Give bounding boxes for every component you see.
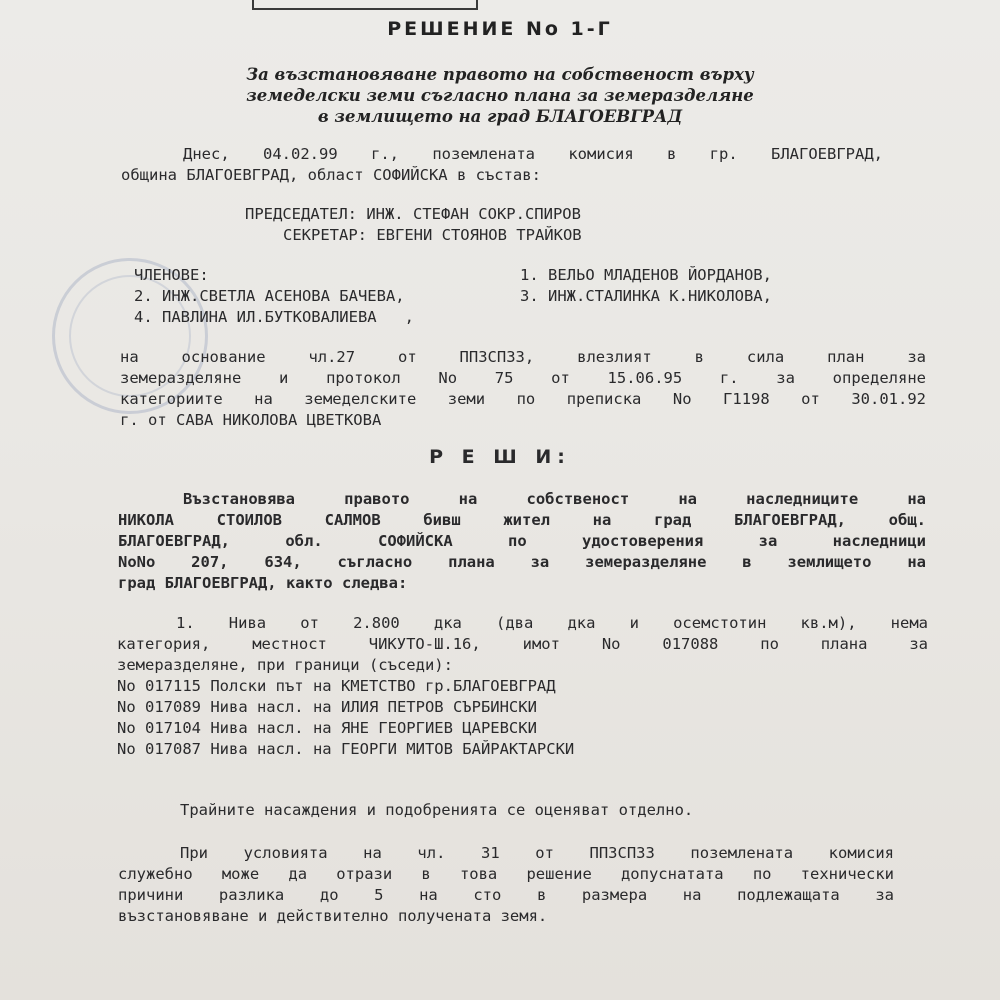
decision-line: град БЛАГОЕВГРАД, както следва: [118, 574, 408, 592]
basis-line: на основание чл.27 от ППЗСПЗЗ, влезлият в сила план за [120, 348, 926, 366]
decision-subtitle [150, 64, 850, 127]
item-line: земеразделяне, при граници (съседи): [117, 656, 453, 674]
member-item: 2. ИНЖ.СВЕТЛА АСЕНОВА БАЧЕВА, [134, 287, 405, 305]
decision-line: Възстановява правото на собственост на наследниците на [183, 490, 926, 508]
decision-line: НИКОЛА СТОИЛОВ САЛМОВ бивш жител на град БЛАГОЕВГРАД, общ. [118, 511, 926, 529]
neighbor-row: No 017104 Нива насл. на ЯНЕ ГЕОРГИЕВ ЦАРЕВСКИ [117, 719, 537, 737]
subtitle-line: в землището на град БЛАГОЕВГРАД [317, 107, 683, 126]
intro-line: Днес, 04.02.99 г., поземлената комисия в гр. БЛАГОЕВГРАД, [183, 145, 883, 163]
basis-line: г. от САВА НИКОЛОВА ЦВЕТКОВА [120, 411, 382, 429]
stamp-box-frame [252, 0, 478, 10]
subtitle-line: земеделски земи съгласно плана за земеразделяне [246, 86, 754, 105]
basis-line: категориите на земеделските земи по преписка No Г1198 от 30.01.92 [120, 390, 926, 408]
decides-heading: Р Е Ш И: [429, 446, 571, 468]
decision-title: РЕШЕНИЕ No 1-Г [387, 18, 613, 40]
conditions-line: служебно може да отрази в това решение допуснатата по технически [118, 865, 894, 883]
decision-line: NoNo 207, 634, съгласно плана за земеразделяне в землището на [118, 553, 926, 571]
member-item: 3. ИНЖ.СТАЛИНКА К.НИКОЛОВА, [520, 287, 772, 305]
plantings-note: Трайните насаждения и подобренията се оценяват отделно. [180, 801, 694, 819]
subtitle-line: За възстановяване правото на собственост върху [246, 65, 754, 84]
neighbor-row: No 017115 Полски път на КМЕТСТВО гр.БЛАГОЕВГРАД [117, 677, 556, 695]
neighbor-row: No 017089 Нива насл. на ИЛИЯ ПЕТРОВ СЪРБИНСКИ [117, 698, 537, 716]
conditions-line: При условията на чл. 31 от ППЗСПЗЗ поземлената комисия [180, 844, 894, 862]
basis-line: земеразделяне и протокол No 75 от 15.06.95 г. за определяне [120, 369, 926, 387]
members-label: ЧЛЕНОВЕ: [134, 266, 209, 284]
conditions-line: причини разлика до 5 на сто в размера на подлежащата за [118, 886, 894, 904]
intro-line: община БЛАГОЕВГРАД, област СОФИЙСКА в състав: [121, 166, 541, 184]
secretary: СЕКРЕТАР: ЕВГЕНИ СТОЯНОВ ТРАЙКОВ [283, 226, 582, 244]
decision-line: БЛАГОЕВГРАД, обл. СОФИЙСКА по удостоверения за наследници [118, 532, 926, 550]
member-item: 1. ВЕЛЬО МЛАДЕНОВ ЙОРДАНОВ, [520, 266, 772, 284]
conditions-line: възстановяване и действително получената земя. [118, 907, 548, 925]
item-line: категория, местност ЧИКУТО-Ш.16, имот No 017088 по плана за [117, 635, 928, 653]
member-item: 4. ПАВЛИНА ИЛ.БУТКОВАЛИЕВА , [134, 308, 414, 326]
item-line: 1. Нива от 2.800 дка (два дка и осемстотин кв.м), нема [176, 614, 928, 632]
chairman: ПРЕДСЕДАТЕЛ: ИНЖ. СТЕФАН СОКР.СПИРОВ [245, 205, 581, 223]
neighbor-row: No 017087 Нива насл. на ГЕОРГИ МИТОВ БАЙРАКТАРСКИ [117, 740, 575, 758]
